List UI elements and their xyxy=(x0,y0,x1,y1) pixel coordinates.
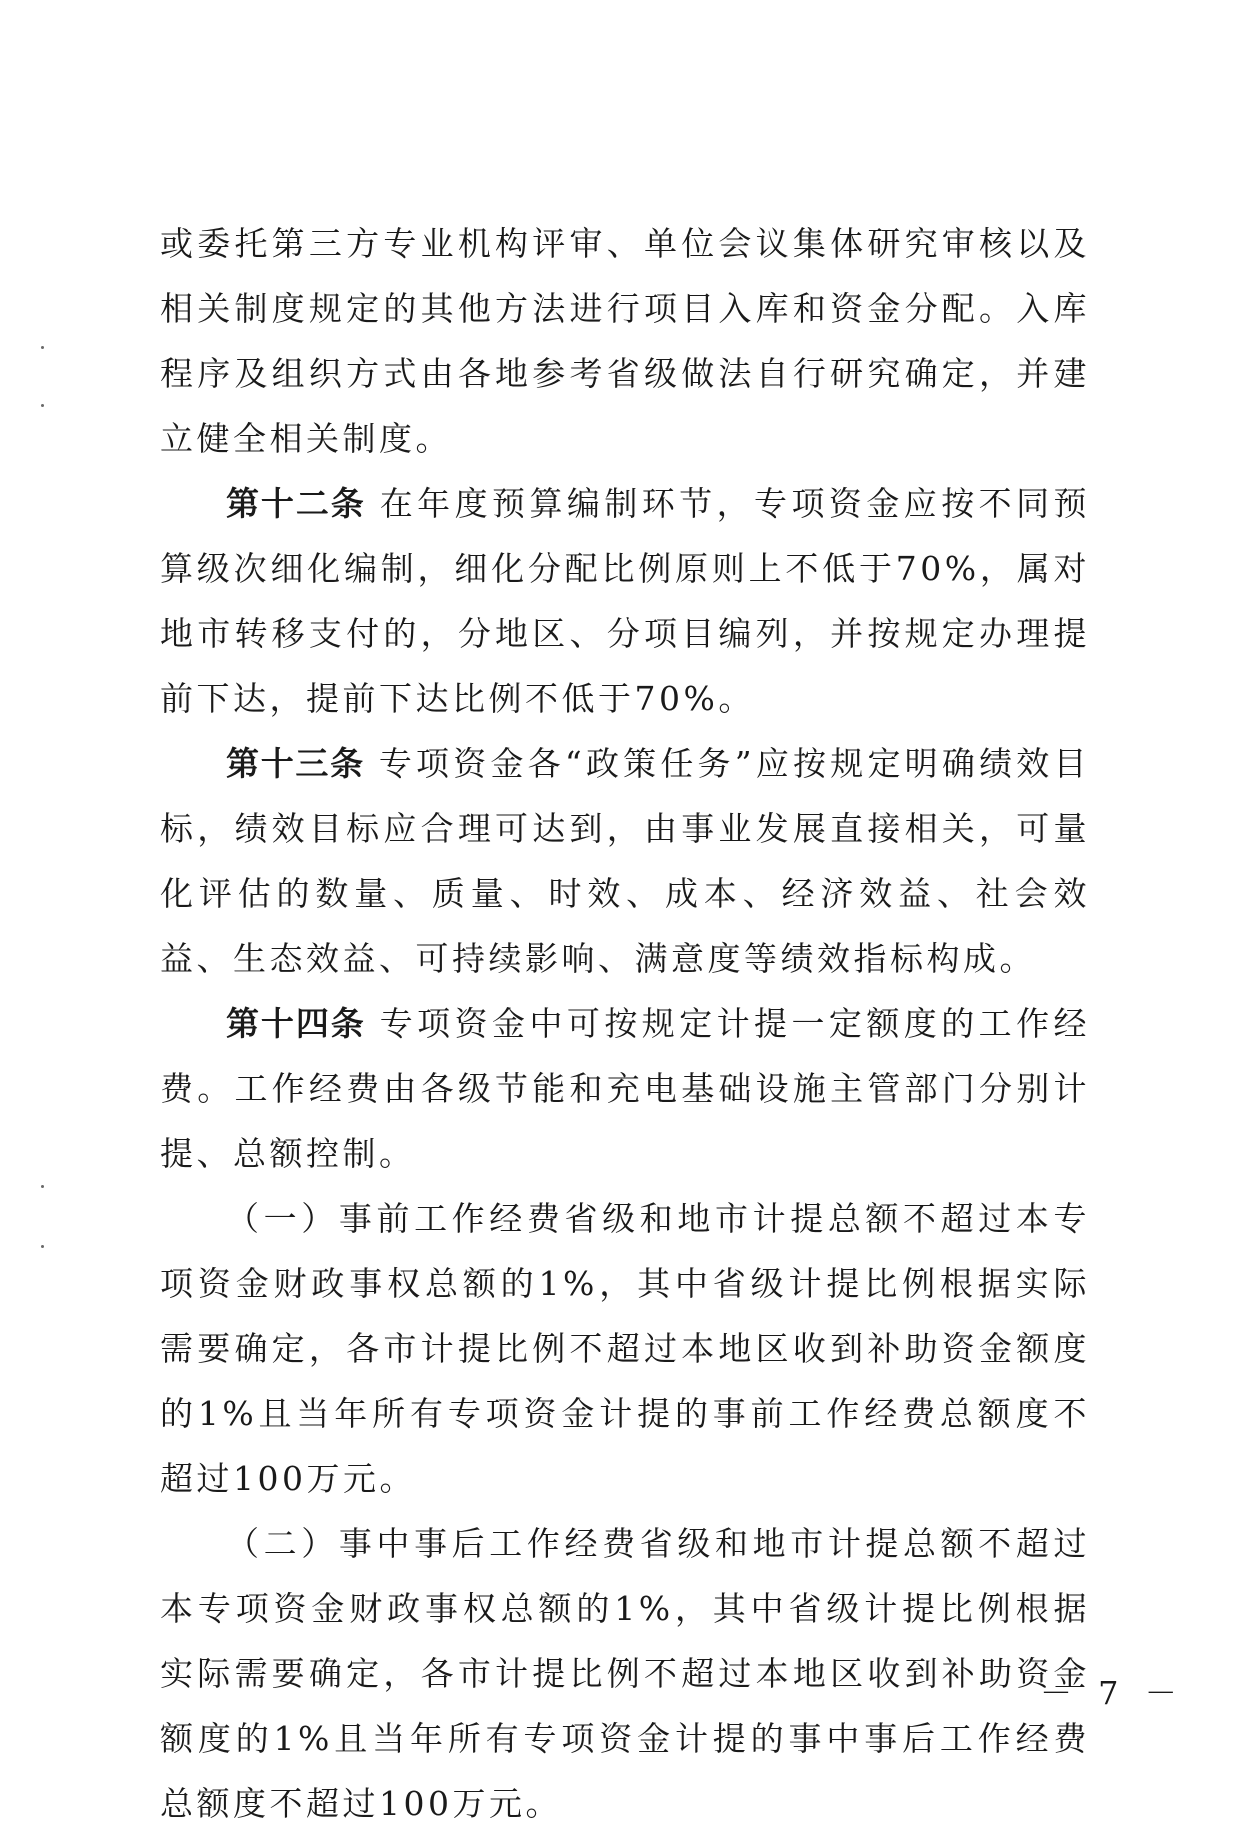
paragraph-text: （一）事前工作经费省级和地市计提总额不超过本专项资金财政事权总额的1%，其中省级计提比例根据实际需要确定，各市计提比例不超过本地区收到补助资金额度的1%且当年所有专项资金计提的事前工作经费总额度不超过100万元。 xyxy=(160,1199,1090,1498)
page-number: － 7 － xyxy=(1040,1674,1185,1712)
paragraph-text: （二）事中事后工作经费省级和地市计提总额不超过本专项资金财政事权总额的1%，其中省级计提比例根据实际需要确定，各市计提比例不超过本地区收到补助资金额度的1%且当年所有专项资金计提的事中事后工作经费总额度不超过100万元。 xyxy=(160,1524,1090,1823)
paragraph-continuation xyxy=(160,211,1090,471)
article-heading: 第十四条 xyxy=(226,1004,366,1043)
article-14 xyxy=(160,991,1090,1186)
article-12 xyxy=(160,471,1090,731)
article-14-item-1 xyxy=(160,1186,1090,1511)
article-13 xyxy=(160,731,1090,991)
scan-speck xyxy=(41,404,44,407)
document-body xyxy=(160,211,1090,1836)
scan-speck xyxy=(41,346,44,349)
scan-speck xyxy=(41,1245,44,1248)
article-heading: 第十三条 xyxy=(226,744,365,783)
paragraph-text: 专项资金中可按规定计提一定额度的工作经费。工作经费由各级节能和充电基础设施主管部门分别计提、总额控制。 xyxy=(160,1004,1091,1173)
scan-speck xyxy=(41,1185,44,1188)
paragraph-text: 在年度预算编制环节，专项资金应按不同预算级次细化编制，细化分配比例原则上不低于70%，属对地市转移支付的，分地区、分项目编列，并按规定办理提前下达，提前下达比例不低于70%。 xyxy=(160,484,1091,718)
article-14-item-2 xyxy=(160,1511,1090,1836)
article-heading: 第十二条 xyxy=(226,484,366,523)
paragraph-text: 或委托第三方专业机构评审、单位会议集体研究审核以及相关制度规定的其他方法进行项目入库和资金分配。入库程序及组织方式由各地参考省级做法自行研究确定，并建立健全相关制度。 xyxy=(160,224,1090,458)
paragraph-text: 专项资金各“政策任务”应按规定明确绩效目标，绩效目标应合理可达到，由事业发展直接相关，可量化评估的数量、质量、时效、成本、经济效益、社会效益、生态效益、可持续影响、满意度等绩效指标构成。 xyxy=(160,744,1090,978)
